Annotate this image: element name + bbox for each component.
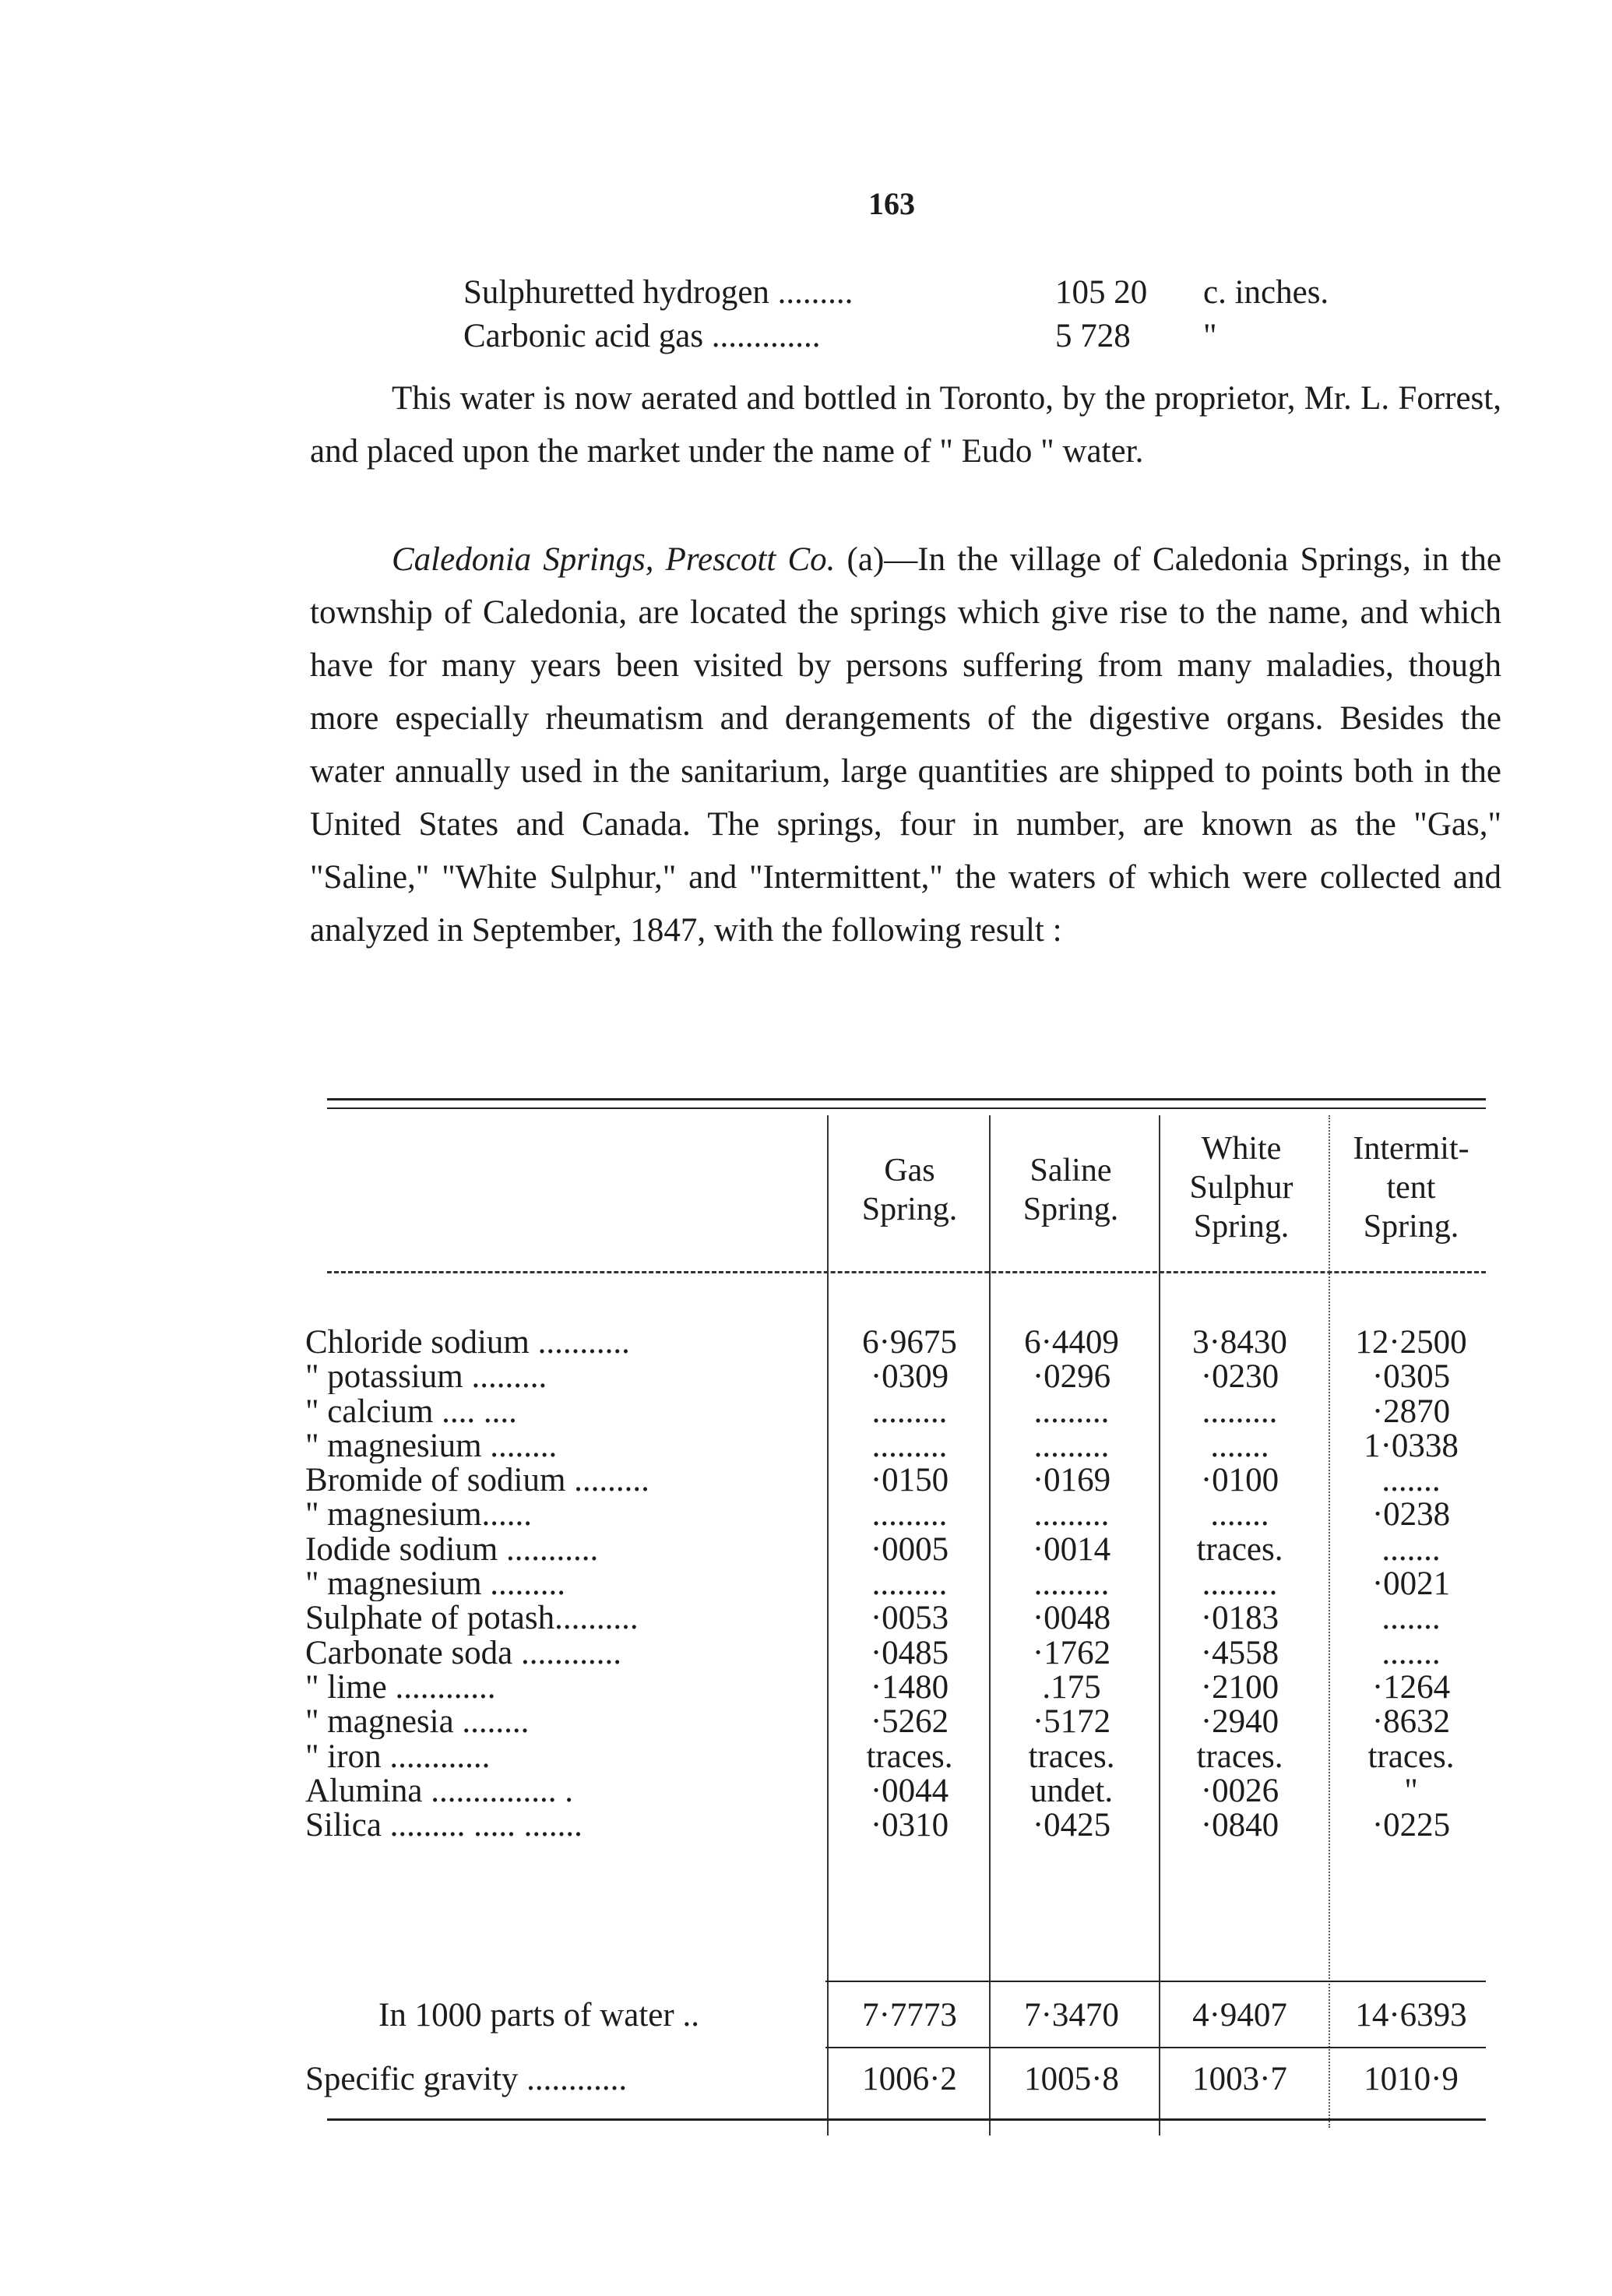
table-row (305, 1395, 1497, 1429)
gas-name: Sulphuretted hydrogen ......... (463, 274, 854, 311)
table-cell: ·0840 (1200, 1808, 1279, 1843)
table-cell: ....... (1381, 1532, 1441, 1567)
table-row (305, 1463, 1497, 1498)
table-cell: ·1762 (1032, 1636, 1111, 1671)
row-label: Sulphate of potash.......... (305, 1601, 639, 1636)
row-label: " iron ............ (305, 1739, 491, 1774)
table-cell: ......... (1033, 1498, 1110, 1533)
table-cell: 1010·9 (1364, 2061, 1459, 2097)
table-cell: ......... (871, 1428, 948, 1463)
table-row (305, 1808, 1497, 1843)
header-line: Spring. (861, 1192, 958, 1227)
gas-name: Carbonic acid gas ............. (463, 318, 821, 354)
table-row (305, 1326, 1497, 1360)
column-header-gas-spring (832, 1151, 987, 1229)
table-cell: ·0225 (1371, 1808, 1451, 1843)
row-label: " magnesium ......... (305, 1567, 566, 1602)
table-row-total (305, 1992, 1497, 2039)
header-line: White (1201, 1131, 1282, 1167)
row-label: Alumina ............... . (305, 1773, 573, 1808)
table-row (305, 1498, 1497, 1532)
table-cell: ·2870 (1371, 1394, 1451, 1429)
table-row-specific-gravity (305, 2056, 1497, 2103)
table-row (305, 1533, 1497, 1567)
table-cell: ·0026 (1200, 1773, 1279, 1808)
table-cell: ......... (871, 1394, 948, 1429)
row-label: Chloride sodium ........... (305, 1326, 630, 1360)
table-cell: traces. (1196, 1739, 1283, 1774)
table-cell: ·0005 (870, 1532, 949, 1567)
table-cell: ·0425 (1032, 1808, 1111, 1843)
row-label: Silica ......... ..... ....... (305, 1808, 583, 1843)
paragraph-text: (a)—In the village of Caledonia Springs, in the township of Caledonia, are located the springs which give rise to the name, and which have for many years been visited by persons suffering from many maladies, though more especially rheumatism and derangements of the digestive organs. Besides the water annually used in the sanitarium, large quantities are shipped to points both in the United States and Canada. The springs, four in number, are known as the "Gas," "Saline," "White Sulphur," and "Intermittent," the waters of which were collected and analyzed in September, 1847, with the following result : (310, 541, 1501, 949)
table-cell: ·8632 (1371, 1705, 1451, 1740)
table-cell: ·0021 (1371, 1567, 1451, 1602)
table-cell: " (1404, 1773, 1418, 1808)
gravity-rule (825, 2047, 1486, 2048)
table-cell: 1003·7 (1192, 2061, 1287, 2097)
table-cell: ......... (1033, 1567, 1110, 1602)
table-cell: traces. (866, 1739, 953, 1774)
header-line: Gas (884, 1153, 935, 1188)
gas-value: 105 20 (1055, 274, 1148, 311)
table-row (305, 1429, 1497, 1463)
table-cell: ......... (1033, 1428, 1110, 1463)
row-label: Bromide of sodium ......... (305, 1463, 649, 1498)
table-cell: ·0044 (870, 1773, 949, 1808)
row-label: " calcium .... .... (305, 1394, 517, 1429)
table-header-rule (327, 1271, 1486, 1275)
header-line: Spring. (1363, 1209, 1459, 1245)
table-cell: ......... (871, 1567, 948, 1602)
row-label: Specific gravity ............ (305, 2061, 628, 2097)
table-cell: ·1264 (1371, 1670, 1451, 1705)
paragraph-eudo-water (310, 372, 1501, 478)
table-row (305, 1740, 1497, 1774)
table-row (305, 1567, 1497, 1601)
row-label: Iodide sodium ........... (305, 1532, 599, 1567)
paragraph-caledonia-springs (310, 534, 1501, 957)
column-header-white-sulphur-spring (1163, 1129, 1319, 1246)
table-cell: ....... (1210, 1428, 1269, 1463)
table-row (305, 1774, 1497, 1808)
table-top-rule (327, 1098, 1486, 1100)
table-cell: ·0230 (1200, 1360, 1279, 1395)
header-line: Spring. (1022, 1192, 1119, 1227)
table-cell: ·2100 (1200, 1670, 1279, 1705)
table-cell: ·1480 (870, 1670, 949, 1705)
table-cell: ·0310 (870, 1808, 949, 1843)
table-cell: 4·9407 (1192, 1997, 1287, 2034)
table-cell: undet. (1029, 1773, 1114, 1808)
table-cell: traces. (1367, 1739, 1455, 1774)
row-label: " potassium ......... (305, 1360, 547, 1395)
total-rule (825, 1981, 1486, 1982)
table-cell: ....... (1381, 1636, 1441, 1671)
page-number: 163 (868, 186, 915, 221)
table-row (305, 1601, 1497, 1636)
table-cell: ·0169 (1032, 1463, 1111, 1498)
header-line: Spring. (1193, 1209, 1290, 1245)
table-cell: ....... (1381, 1463, 1441, 1498)
table-top-rule-inner (327, 1108, 1486, 1109)
table-cell: 7·7773 (862, 1997, 957, 2034)
column-header-saline-spring (993, 1151, 1149, 1229)
table-cell: 6·9675 (862, 1326, 957, 1360)
table-row (305, 1705, 1497, 1739)
table-cell: ·5262 (870, 1705, 949, 1740)
table-row (305, 1671, 1497, 1705)
table-cell: 1006·2 (862, 2061, 957, 2097)
table-cell: ·0485 (870, 1636, 949, 1671)
section-heading: Caledonia Springs, Prescott Co. (392, 541, 836, 578)
analysis-table-body (305, 1326, 1497, 1843)
table-cell: 3·8430 (1192, 1326, 1287, 1360)
table-cell: ·0296 (1032, 1360, 1111, 1395)
table-cell: ·2940 (1200, 1705, 1279, 1740)
row-label: " lime ............ (305, 1670, 496, 1705)
table-cell: traces. (1196, 1532, 1283, 1567)
row-label: In 1000 parts of water .. (378, 1997, 699, 2034)
table-cell: 14·6393 (1355, 1997, 1467, 2034)
row-label: " magnesium ........ (305, 1428, 558, 1463)
table-cell: ·0053 (870, 1601, 949, 1636)
column-header-intermittent-spring (1333, 1129, 1489, 1246)
table-cell: 1005·8 (1024, 2061, 1119, 2097)
row-label: Carbonate soda ............ (305, 1636, 622, 1671)
table-cell: ·4558 (1200, 1636, 1279, 1671)
table-cell: ·0305 (1371, 1360, 1451, 1395)
header-line: Intermit- (1353, 1131, 1469, 1167)
table-cell: ......... (1202, 1567, 1278, 1602)
table-cell: ·5172 (1032, 1705, 1111, 1740)
paragraph-text: This water is now aerated and bottled in Toronto, by the proprietor, Mr. L. Forrest, and placed upon the market under the name of " Eudo " water. (310, 380, 1501, 470)
table-cell: ......... (1033, 1394, 1110, 1429)
gas-unit: " (1203, 318, 1217, 354)
header-line: tent (1386, 1170, 1436, 1206)
table-cell: ·0150 (870, 1463, 949, 1498)
table-cell: ·0014 (1032, 1532, 1111, 1567)
header-line: Sulphur (1189, 1170, 1293, 1206)
table-cell: 1·0338 (1364, 1428, 1459, 1463)
table-cell: ....... (1210, 1498, 1269, 1533)
table-cell: 12·2500 (1355, 1326, 1467, 1360)
table-cell: 6·4409 (1024, 1326, 1119, 1360)
header-line: Saline (1029, 1153, 1112, 1188)
gas-value: 5 728 (1055, 318, 1131, 354)
table-cell: ......... (871, 1498, 948, 1533)
table-cell: ......... (1202, 1394, 1278, 1429)
table-cell: ·0183 (1200, 1601, 1279, 1636)
table-cell: .175 (1042, 1670, 1101, 1705)
table-cell: traces. (1028, 1739, 1115, 1774)
table-row (305, 1360, 1497, 1394)
table-cell: 7·3470 (1024, 1997, 1119, 2034)
table-bottom-rule (327, 2118, 1486, 2121)
table-cell: ·0100 (1200, 1463, 1279, 1498)
row-label: " magnesium...... (305, 1498, 533, 1533)
table-row (305, 1636, 1497, 1671)
row-label: " magnesia ........ (305, 1705, 530, 1740)
table-cell: ·0309 (870, 1360, 949, 1395)
gas-unit: c. inches. (1203, 274, 1329, 311)
table-cell: ·0238 (1371, 1498, 1451, 1533)
table-cell: ....... (1381, 1601, 1441, 1636)
table-cell: ·0048 (1032, 1601, 1111, 1636)
